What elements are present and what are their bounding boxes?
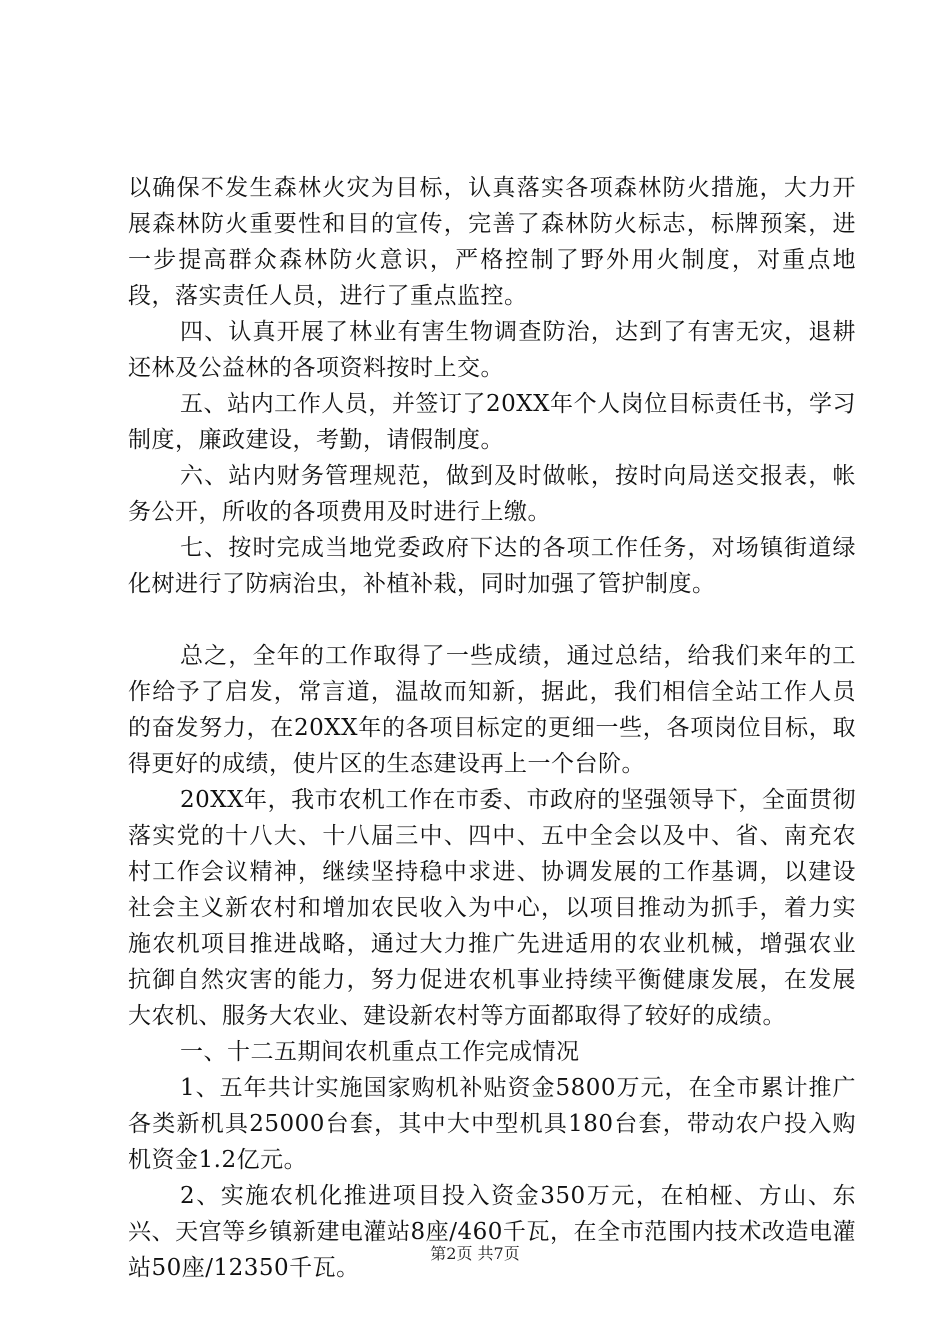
paragraph-fire-prevention: 以确保不发生森林火灾为目标，认真落实各项森林防火措施，大力开展森林防火重要性和目的宣传，完善了森林防火标志，标牌预案，进一步提高群众森林防火意识，严格控制了野外用火制度，对重点地段，落实责任人员，进行了重点监控。 <box>128 175 856 309</box>
page-number-footer: 第2页 共7页 <box>430 1244 520 1263</box>
section-heading-key-work: 一、十二五期间农机重点工作完成情况 <box>180 1039 580 1065</box>
paragraph-irrigation-stations: 2、实施农机化推进项目投入资金350万元，在柏桠、方山、东兴、天宫等乡镇新建电灌站8座/460千瓦，在全市范围内技术改造电灌站50座/12350千瓦。 <box>128 1183 856 1281</box>
paragraph-staff-responsibility: 五、站内工作人员，并签订了20XX年个人岗位目标责任书，学习制度，廉政建设，考勤，请假制度。 <box>128 391 856 453</box>
paragraph-government-tasks: 七、按时完成当地党委政府下达的各项工作任务，对场镇街道绿化树进行了防病治虫，补植补栽，同时加强了管护制度。 <box>128 535 856 597</box>
document-body <box>128 170 856 1286</box>
paragraph-subsidy-funds: 1、五年共计实施国家购机补贴资金5800万元，在全市累计推广各类新机具25000台套，其中大中型机具180台套，带动农户投入购机资金1.2亿元。 <box>128 1075 856 1173</box>
paragraph-agri-machinery-intro: 20XX年，我市农机工作在市委、市政府的坚强领导下，全面贯彻落实党的十八大、十八届三中、四中、五中全会以及中、省、南充农村工作会议精神，继续坚持稳中求进、协调发展的工作基调，以建设社会主义新农村和增加农民收入为中心，以项目推动为抓手，着力实施农机项目推进战略，通过大力推广先进适用的农业机械，增强农业抗御自然灾害的能力，努力促进农机事业持续平衡健康发展，在发展大农机、服务大农业、建设新农村等方面都取得了较好的成绩。 <box>128 787 856 1029</box>
paragraph-pest-control: 四、认真开展了林业有害生物调查防治，达到了有害无灾，退耕还林及公益林的各项资料按时上交。 <box>128 319 856 381</box>
paragraph-finance-management: 六、站内财务管理规范，做到及时做帐，按时向局送交报表，帐务公开，所收的各项费用及时进行上缴。 <box>128 463 856 525</box>
paragraph-summary: 总之，全年的工作取得了一些成绩，通过总结，给我们来年的工作给予了启发，常言道，温故而知新，据此，我们相信全站工作人员的奋发努力，在20XX年的各项目标定的更细一些，各项岗位目标，取得更好的成绩，使片区的生态建设再上一个台阶。 <box>128 643 856 777</box>
